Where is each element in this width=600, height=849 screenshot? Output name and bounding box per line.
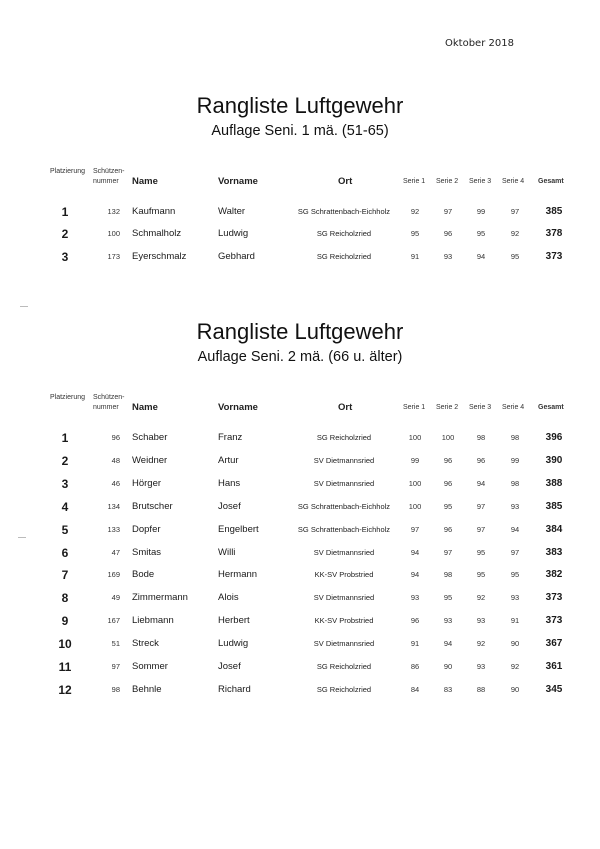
club: SG Schrattenbach-Eichholz bbox=[297, 524, 391, 534]
document-date: Oktober 2018 bbox=[445, 38, 514, 49]
total: 378 bbox=[545, 228, 563, 239]
header-serie3: Serie 3 bbox=[469, 178, 492, 185]
shooter-number: 133 bbox=[107, 524, 120, 534]
header-vorname: Vorname bbox=[218, 402, 258, 413]
series-1: 100 bbox=[408, 433, 422, 442]
last-name: Liebmann bbox=[132, 615, 174, 627]
first-name: Walter bbox=[218, 206, 246, 217]
series-3: 95 bbox=[476, 229, 486, 238]
section-title: Rangliste Luftgewehr bbox=[196, 93, 404, 118]
series-2: 96 bbox=[443, 524, 453, 534]
club: SG Reicholzried bbox=[316, 433, 372, 442]
shooter-number: 98 bbox=[111, 684, 120, 694]
series-1: 93 bbox=[410, 593, 420, 603]
series-2: 95 bbox=[443, 593, 453, 603]
series-1: 84 bbox=[410, 684, 420, 694]
series-1: 94 bbox=[410, 570, 420, 580]
series-1: 92 bbox=[410, 207, 420, 216]
club: KK-SV Probstried bbox=[314, 570, 374, 580]
table-row bbox=[0, 657, 600, 677]
rank: 12 bbox=[58, 682, 72, 697]
rank: 2 bbox=[61, 453, 69, 468]
last-name: Weidner bbox=[132, 454, 168, 466]
header-nummer-top: Schützen- bbox=[93, 394, 125, 401]
first-name: Willi bbox=[218, 546, 236, 558]
series-2: 96 bbox=[443, 478, 453, 488]
first-name: Artur bbox=[218, 454, 239, 466]
header-ort: Ort bbox=[338, 176, 353, 187]
series-4: 98 bbox=[510, 478, 520, 488]
total: 373 bbox=[545, 251, 563, 262]
series-4: 92 bbox=[510, 229, 520, 238]
series-2: 97 bbox=[443, 207, 453, 216]
table-row bbox=[0, 474, 600, 494]
table-row bbox=[0, 202, 600, 222]
section-subtitle: Auflage Seni. 1 mä. (51-65) bbox=[211, 123, 389, 139]
series-2: 97 bbox=[443, 547, 453, 557]
total: 388 bbox=[545, 477, 563, 489]
header-name: Name bbox=[132, 402, 158, 413]
last-name: Eyerschmalz bbox=[132, 251, 187, 262]
rank: 6 bbox=[61, 545, 69, 560]
first-name: Josef bbox=[218, 661, 241, 672]
total: 361 bbox=[545, 661, 563, 672]
first-name: Richard bbox=[218, 683, 251, 695]
shooter-number: 100 bbox=[107, 229, 120, 238]
rank: 9 bbox=[61, 614, 69, 629]
first-name: Ludwig bbox=[218, 228, 249, 239]
series-1: 91 bbox=[410, 639, 420, 649]
shooter-number: 46 bbox=[111, 478, 120, 488]
total: 367 bbox=[545, 638, 563, 650]
club: SG Schrattenbach-Eichholz bbox=[297, 207, 391, 216]
header-name: Name bbox=[132, 176, 158, 187]
header-serie3: Serie 3 bbox=[469, 404, 492, 411]
series-2: 100 bbox=[441, 433, 455, 442]
header-gesamt: Gesamt bbox=[538, 178, 564, 185]
rank: 3 bbox=[61, 476, 69, 491]
series-3: 92 bbox=[476, 639, 486, 649]
series-1: 91 bbox=[410, 252, 420, 261]
rank: 3 bbox=[61, 250, 69, 264]
series-1: 95 bbox=[410, 229, 420, 238]
header-gesamt: Gesamt bbox=[538, 404, 564, 411]
club: KK-SV Probstried bbox=[314, 616, 374, 626]
shooter-number: 169 bbox=[107, 570, 120, 580]
series-2: 93 bbox=[443, 252, 453, 261]
series-4: 94 bbox=[510, 524, 520, 534]
table-row bbox=[0, 451, 600, 471]
series-3: 96 bbox=[476, 455, 486, 465]
shooter-number: 167 bbox=[107, 616, 120, 626]
club: SG Reicholzried bbox=[316, 252, 372, 261]
series-3: 94 bbox=[476, 252, 486, 261]
shooter-number: 132 bbox=[107, 207, 120, 216]
table-row bbox=[0, 497, 600, 517]
series-3: 95 bbox=[476, 547, 486, 557]
first-name: Gebhard bbox=[218, 251, 255, 262]
series-2: 83 bbox=[443, 684, 453, 694]
header-nummer-bottom: nummer bbox=[93, 178, 119, 185]
club: SG Schrattenbach-Eichholz bbox=[297, 501, 391, 511]
total: 382 bbox=[545, 569, 563, 581]
shooter-number: 49 bbox=[111, 593, 120, 603]
club: SV Dietmannsried bbox=[313, 455, 375, 465]
header-serie4: Serie 4 bbox=[502, 404, 525, 411]
last-name: Dopfer bbox=[132, 523, 161, 535]
series-3: 93 bbox=[476, 616, 486, 626]
table-row bbox=[0, 247, 600, 267]
rank: 1 bbox=[61, 431, 69, 445]
series-4: 95 bbox=[510, 570, 520, 580]
series-1: 97 bbox=[410, 524, 420, 534]
header-serie2: Serie 2 bbox=[436, 404, 459, 411]
section-subtitle: Auflage Seni. 2 mä. (66 u. älter) bbox=[197, 349, 403, 365]
table-row bbox=[0, 543, 600, 563]
table-row bbox=[0, 565, 600, 585]
table-row bbox=[0, 611, 600, 631]
table-row bbox=[0, 634, 600, 654]
total: 396 bbox=[545, 432, 563, 443]
scan-mark bbox=[20, 306, 28, 307]
series-2: 98 bbox=[443, 570, 453, 580]
last-name: Schaber bbox=[132, 432, 168, 443]
club: SV Dietmannsried bbox=[313, 639, 375, 649]
total: 384 bbox=[545, 523, 563, 535]
last-name: Hörger bbox=[132, 477, 162, 489]
table-row bbox=[0, 588, 600, 608]
series-4: 97 bbox=[510, 547, 520, 557]
series-4: 91 bbox=[510, 616, 520, 626]
series-1: 96 bbox=[410, 616, 420, 626]
shooter-number: 173 bbox=[107, 252, 120, 261]
series-1: 100 bbox=[408, 501, 422, 511]
series-1: 86 bbox=[410, 662, 420, 671]
last-name: Bode bbox=[132, 569, 155, 581]
series-4: 95 bbox=[510, 252, 520, 261]
header-serie4: Serie 4 bbox=[502, 178, 525, 185]
club: SG Reicholzried bbox=[316, 684, 372, 694]
last-name: Streck bbox=[132, 638, 159, 650]
last-name: Smitas bbox=[132, 546, 162, 558]
rank: 10 bbox=[58, 637, 72, 652]
series-3: 88 bbox=[476, 684, 486, 694]
club: SV Dietmannsried bbox=[313, 478, 375, 488]
table-row bbox=[0, 520, 600, 540]
rank: 7 bbox=[61, 568, 69, 583]
header-nummer-top: Schützen- bbox=[93, 168, 125, 175]
first-name: Hans bbox=[218, 477, 241, 489]
last-name: Brutscher bbox=[132, 500, 173, 512]
series-4: 99 bbox=[510, 455, 520, 465]
header-serie2: Serie 2 bbox=[436, 178, 459, 185]
series-4: 97 bbox=[510, 207, 520, 216]
series-2: 95 bbox=[443, 501, 453, 511]
series-3: 98 bbox=[476, 433, 486, 442]
table-row bbox=[0, 680, 600, 700]
series-4: 98 bbox=[510, 433, 520, 442]
series-3: 97 bbox=[476, 501, 486, 511]
header-platzierung: Platzierung bbox=[50, 168, 86, 175]
first-name: Engelbert bbox=[218, 523, 259, 535]
series-2: 93 bbox=[443, 616, 453, 626]
shooter-number: 97 bbox=[111, 662, 120, 671]
last-name: Zimmermann bbox=[132, 592, 188, 604]
last-name: Sommer bbox=[132, 661, 168, 672]
table-row bbox=[0, 224, 600, 244]
total: 390 bbox=[545, 454, 563, 466]
rank: 1 bbox=[61, 205, 69, 219]
series-1: 100 bbox=[408, 478, 422, 488]
first-name: Herbert bbox=[218, 615, 250, 627]
header-serie1: Serie 1 bbox=[403, 178, 426, 185]
series-1: 99 bbox=[410, 455, 420, 465]
club: SG Reicholzried bbox=[316, 229, 372, 238]
series-3: 92 bbox=[476, 593, 486, 603]
last-name: Kaufmann bbox=[132, 206, 176, 217]
total: 373 bbox=[545, 615, 563, 627]
club: SV Dietmannsried bbox=[313, 547, 375, 557]
header-platzierung: Platzierung bbox=[50, 394, 86, 401]
header-nummer-bottom: nummer bbox=[93, 404, 119, 411]
shooter-number: 51 bbox=[111, 639, 120, 649]
last-name: Schmalholz bbox=[132, 228, 182, 239]
shooter-number: 47 bbox=[111, 547, 120, 557]
series-2: 96 bbox=[443, 455, 453, 465]
header-vorname: Vorname bbox=[218, 176, 258, 187]
series-1: 94 bbox=[410, 547, 420, 557]
series-3: 97 bbox=[476, 524, 486, 534]
rank: 4 bbox=[61, 499, 69, 514]
total: 345 bbox=[545, 683, 563, 695]
total: 373 bbox=[545, 592, 563, 604]
series-3: 99 bbox=[476, 207, 486, 216]
shooter-number: 96 bbox=[111, 433, 120, 442]
first-name: Ludwig bbox=[218, 638, 249, 650]
header-ort: Ort bbox=[338, 402, 353, 413]
series-3: 93 bbox=[476, 662, 486, 671]
rank: 5 bbox=[61, 522, 69, 537]
rank: 8 bbox=[61, 591, 69, 606]
rank: 2 bbox=[61, 227, 69, 241]
series-3: 95 bbox=[476, 570, 486, 580]
total: 385 bbox=[545, 206, 563, 217]
last-name: Behnle bbox=[132, 683, 162, 695]
club: SV Dietmannsried bbox=[313, 593, 375, 603]
series-4: 93 bbox=[510, 501, 520, 511]
series-4: 90 bbox=[510, 639, 520, 649]
first-name: Franz bbox=[218, 432, 243, 443]
series-4: 90 bbox=[510, 684, 520, 694]
series-2: 94 bbox=[443, 639, 453, 649]
shooter-number: 134 bbox=[107, 501, 120, 511]
club: SG Reicholzried bbox=[316, 662, 372, 671]
total: 383 bbox=[545, 546, 563, 558]
series-3: 94 bbox=[476, 478, 486, 488]
series-4: 92 bbox=[510, 662, 520, 671]
rank: 11 bbox=[58, 660, 72, 674]
series-2: 90 bbox=[443, 662, 453, 671]
section-title: Rangliste Luftgewehr bbox=[196, 319, 404, 344]
first-name: Alois bbox=[218, 592, 239, 604]
table-row bbox=[0, 428, 600, 448]
shooter-number: 48 bbox=[111, 455, 120, 465]
series-4: 93 bbox=[510, 593, 520, 603]
first-name: Hermann bbox=[218, 569, 258, 581]
total: 385 bbox=[545, 500, 563, 512]
series-2: 96 bbox=[443, 229, 453, 238]
header-serie1: Serie 1 bbox=[403, 404, 426, 411]
first-name: Josef bbox=[218, 500, 241, 512]
